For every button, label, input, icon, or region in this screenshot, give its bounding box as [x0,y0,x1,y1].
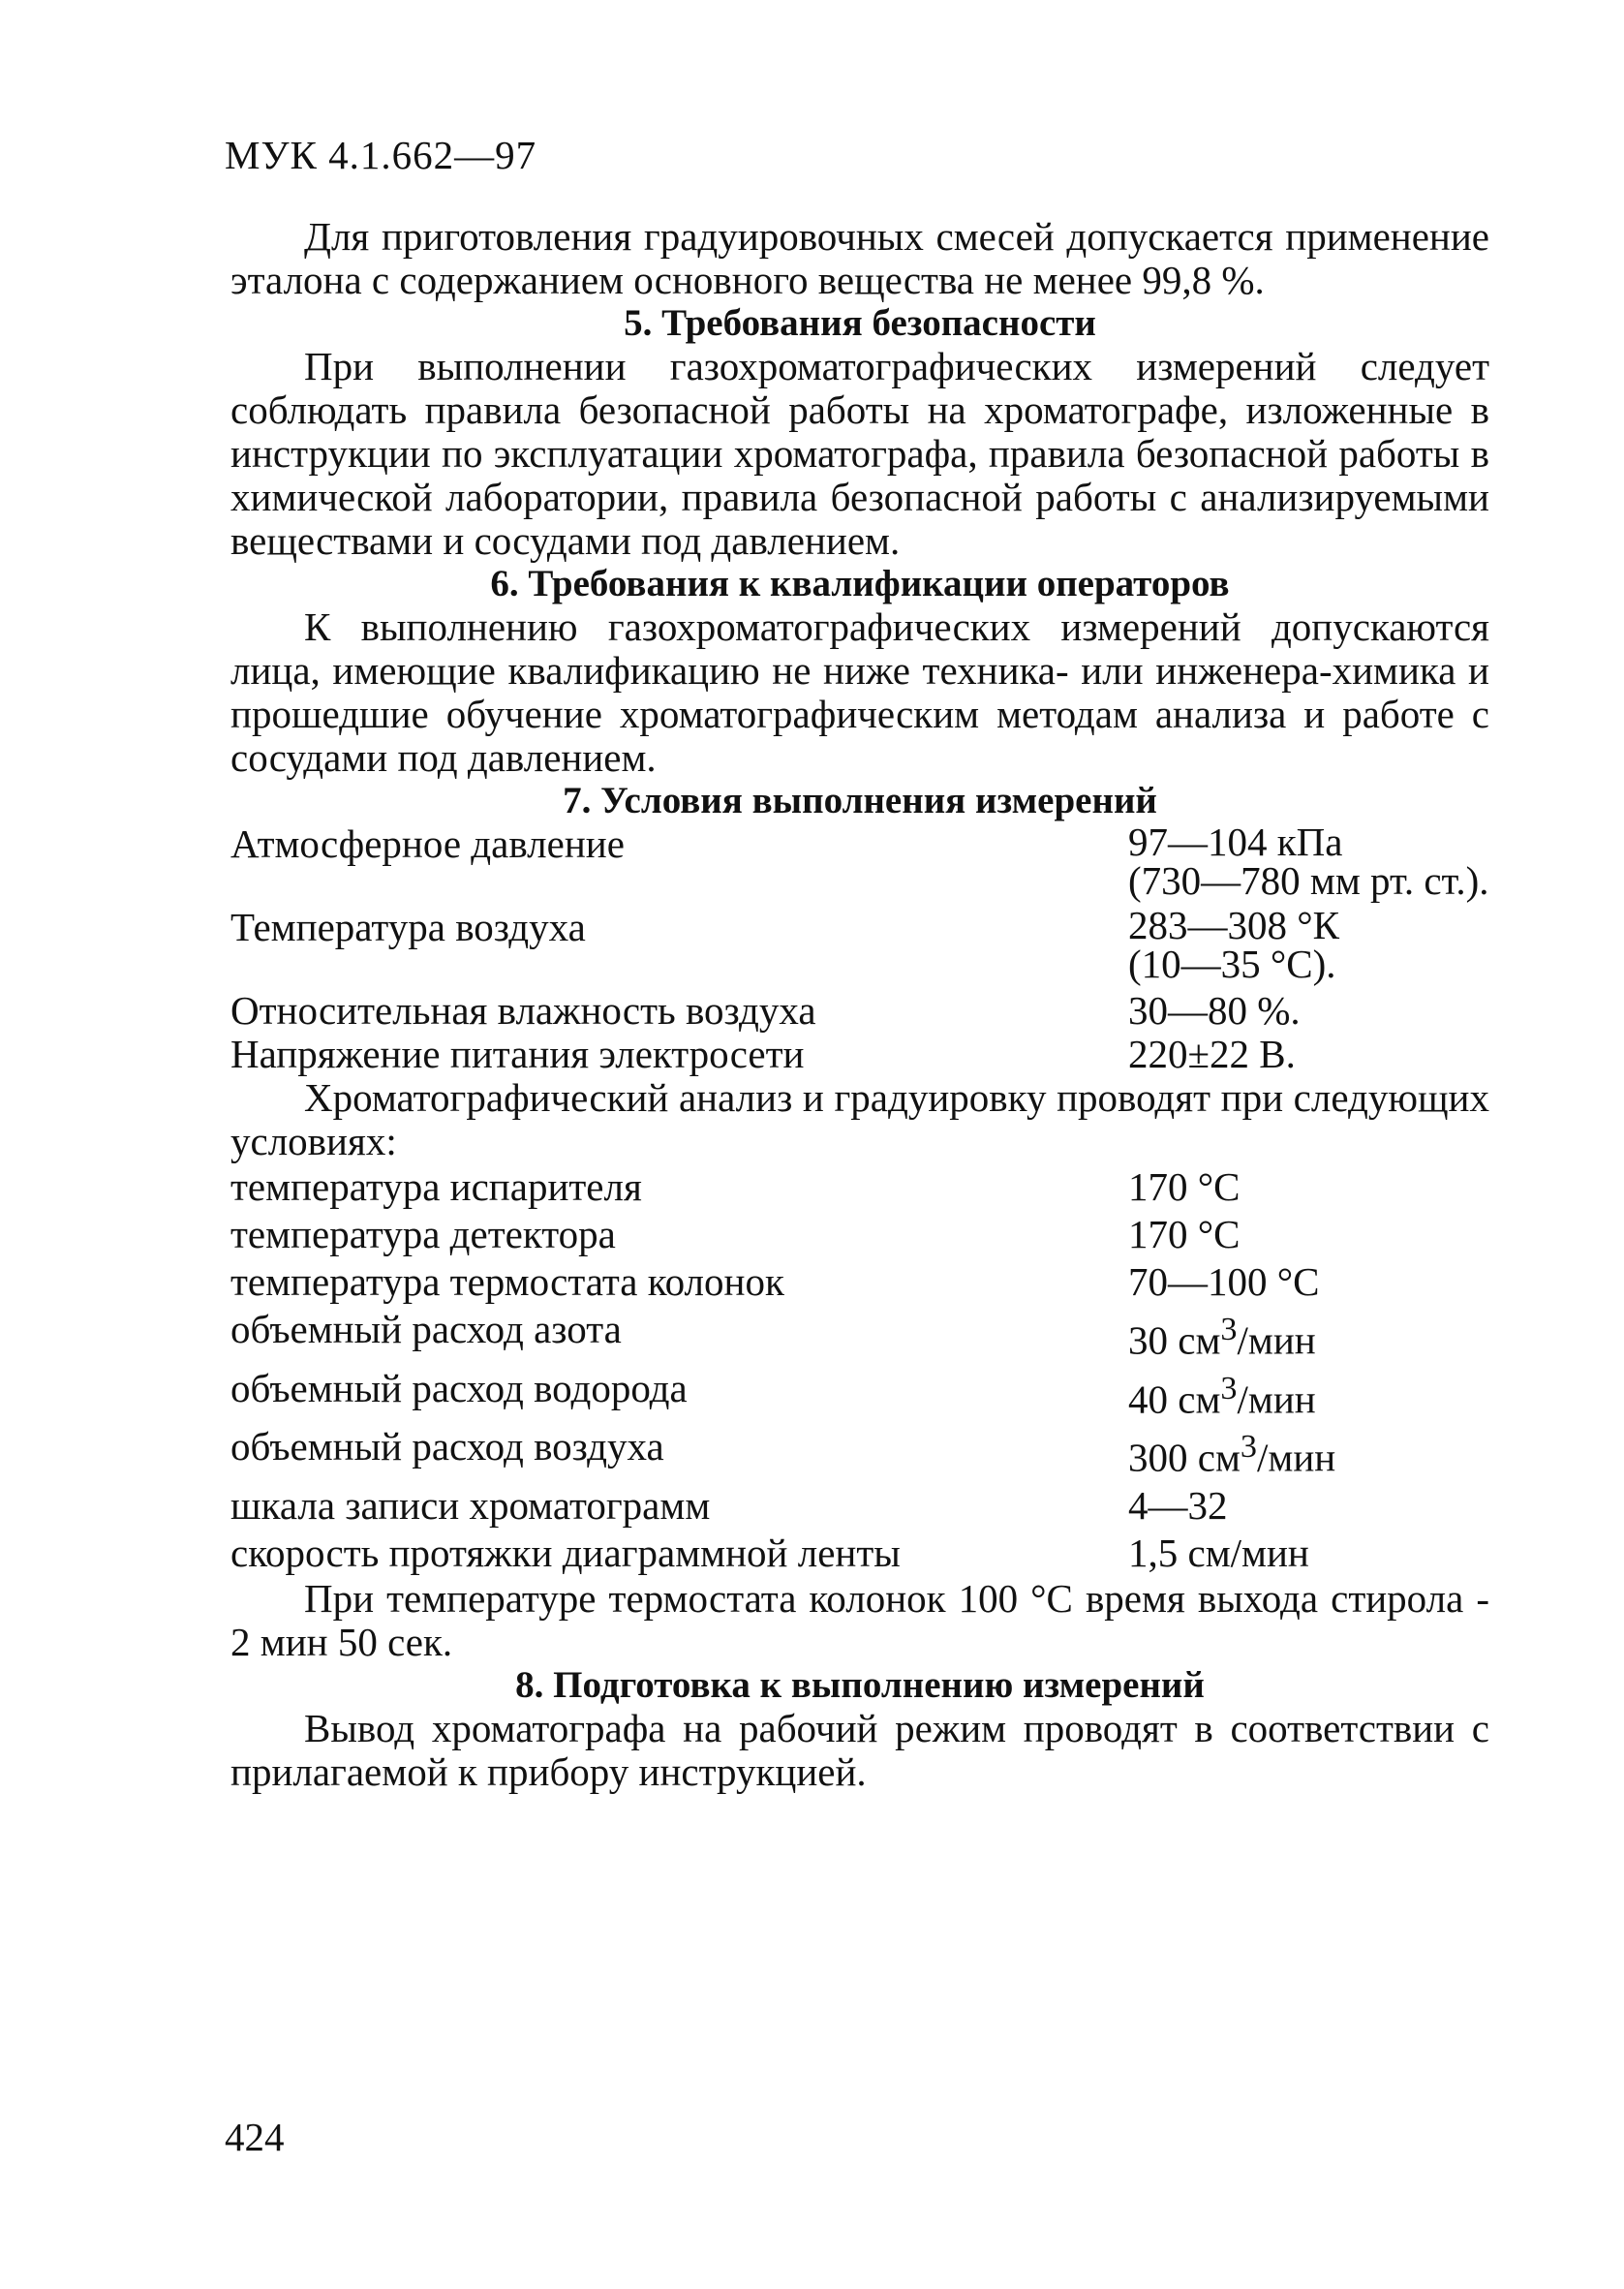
analysis-value: 300 $см^3$/мин [1128,1429,1336,1480]
analysis-label: температура термостата колонок [230,1259,784,1304]
analysis-row [230,1306,1489,1365]
analysis-value: 40 $см^3$/мин [1128,1370,1316,1422]
section-8-text: Вывод хроматографа на рабочий режим проводят в соответствии с прилагаемой к прибору инструкцией. [230,1705,1489,1794]
condition-value: 97—104 кПа (730—780 мм рт. ст.). [1128,820,1489,903]
condition-row [230,1033,1489,1076]
condition-value: 30—80 %. [1128,988,1301,1033]
section-6-title: 6. Требования к квалификации операторов [490,563,1230,604]
analysis-value: 1,5 см/мин [1128,1530,1309,1575]
section-6-text: К выполнению газохроматографических измерений допускаются лица, имеющие квалификацию не ниже техника- или инженера-химика и прошедшие обучение хроматографическим методам анализа и работе с сосудами под давлением. [230,604,1489,780]
section-5-text: При выполнении газохроматографических измерений следует соблюдать правила безопасной работы на хроматографе, изложенные в инструкции по эксплуатации хроматографа, правила безопасной работы в химической лаборатории, правила безопасной работы с анализируемыми веществами и сосудами под давлением. [230,344,1489,563]
condition-row [230,820,1489,903]
condition-label: Относительная влажность воздуха [230,988,816,1033]
section-8-title: 8. Подготовка к выполнению измерений [515,1663,1205,1706]
condition-row [230,989,1489,1033]
analysis-label: объемный расход азота [230,1307,622,1351]
analysis-label: шкала записи хроматограмм [230,1482,711,1528]
analysis-value: 4—32 [1128,1482,1228,1528]
section-7-title: 7. Условия выполнения измерений [563,780,1157,821]
condition-label: Температура воздуха [230,905,586,949]
section-5-title: 5. Требования безопасности [624,302,1096,344]
analysis-label: объемный расход воздуха [230,1424,664,1469]
analysis-value: 70—100 °С [1128,1259,1320,1304]
analysis-row [230,1482,1489,1530]
retention-time-text: При температуре термостата колонок 100 °С время выхода стирола - 2 мин 50 сек. [230,1575,1489,1664]
analysis-label: скорость протяжки диаграммной ленты [230,1530,901,1575]
analysis-intro: Хроматографический анализ и градуировку проводят при следующих условиях: [230,1075,1489,1163]
analysis-value: 30 $см^3$/мин [1128,1312,1316,1363]
analysis-row [230,1211,1489,1258]
condition-label: Напряжение питания электросети [230,1032,805,1076]
condition-value: 220±22 В. [1128,1032,1296,1076]
condition-value: 283—308 °К (10—35 °С). [1128,903,1339,986]
page-number: 424 [225,2115,285,2159]
analysis-label: объемный расход водорода [230,1365,688,1410]
analysis-row [230,1423,1489,1482]
analysis-value: 170 °С [1128,1212,1241,1256]
condition-row [230,903,1489,986]
analysis-row [230,1258,1489,1306]
analysis-conditions [230,1163,1489,1577]
analysis-row [230,1530,1489,1577]
analysis-value: 170 °С [1128,1164,1241,1209]
analysis-row [230,1163,1489,1211]
intro-paragraph: Для приготовления градуировочных смесей допускается применение эталона с содержанием основного вещества не менее 99,8 %. [230,214,1489,302]
measurement-conditions [230,822,1489,1076]
page-content [230,215,1489,1794]
analysis-label: температура детектора [230,1212,616,1256]
analysis-label: температура испарителя [230,1164,642,1209]
document-code-header: МУК 4.1.662—97 [225,133,537,177]
condition-label: Атмосферное давление [230,821,625,866]
analysis-row [230,1365,1489,1424]
